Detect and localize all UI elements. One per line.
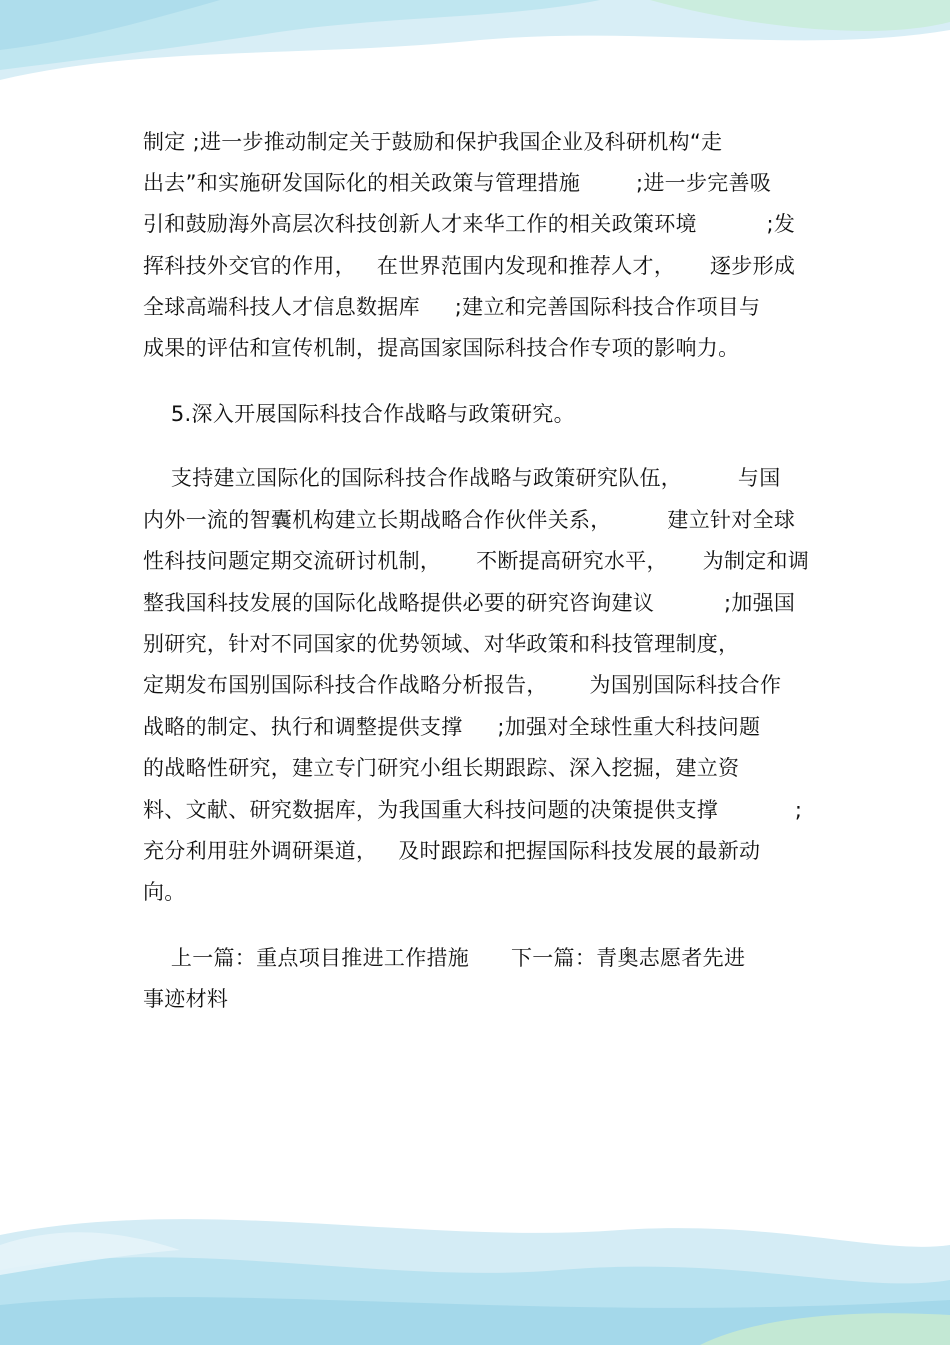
text-line: 制定 ;进一步推动制定关于鼓励和保护我国企业及科研机构“走 bbox=[143, 130, 723, 154]
text-line: 战略的制定、执行和调整提供支撑 ;加强对全球性重大科技问题 bbox=[143, 715, 761, 739]
text-line: 定期发布国别国际科技合作战略分析报告， 为国别国际科技合作 bbox=[143, 673, 782, 697]
text-line: 料、文献、研究数据库，为我国重大科技问题的决策提供支撑 ; bbox=[143, 798, 803, 822]
text-line: 的战略性研究，建立专门研究小组长期跟踪、深入挖掘，建立资 bbox=[143, 756, 740, 780]
text-line: 性科技问题定期交流研讨机制， 不断提高研究水平， 为制定和调 bbox=[143, 549, 810, 573]
text-line: 内外一流的智囊机构建立长期战略合作伙伴关系， 建立针对全球 bbox=[143, 508, 796, 532]
text-line: 成果的评估和宣传机制，提高国家国际科技合作专项的影响力。 bbox=[143, 336, 740, 360]
section-heading: 5.深入开展国际科技合作战略与政策研究。 bbox=[143, 402, 575, 426]
prev-next-links[interactable]: 上一篇：重点项目推进工作措施 下一篇：青奥志愿者先进 bbox=[143, 946, 746, 970]
text-line: 出去”和实施研发国际化的相关政策与管理措施 ;进一步完善吸 bbox=[143, 171, 772, 195]
text-line: 挥科技外交官的作用， 在世界范围内发现和推荐人才， 逐步形成 bbox=[143, 254, 796, 278]
text-line: 别研究，针对不同国家的优势领域、对华政策和科技管理制度， bbox=[143, 632, 740, 656]
text-line: 向。 bbox=[143, 880, 186, 904]
text-line: 支持建立国际化的国际科技合作战略与政策研究队伍， 与国 bbox=[143, 466, 781, 490]
text-line: 整我国科技发展的国际化战略提供必要的研究咨询建议 ;加强国 bbox=[143, 591, 796, 615]
prev-next-links[interactable]: 事迹材料 bbox=[143, 987, 229, 1011]
text-line: 充分利用驻外调研渠道， 及时跟踪和把握国际科技发展的最新动 bbox=[143, 839, 761, 863]
text-line: 全球高端科技人才信息数据库 ;建立和完善国际科技合作项目与 bbox=[143, 295, 761, 319]
text-line: 引和鼓励海外高层次科技创新人才来华工作的相关政策环境 ;发 bbox=[143, 212, 796, 236]
